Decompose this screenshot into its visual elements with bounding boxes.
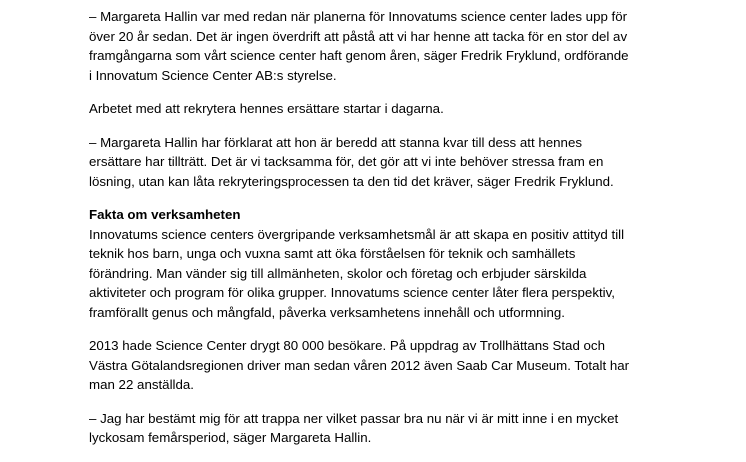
text-line: teknik hos barn, unga och vuxna samt att öka förståelsen för teknik och samhällets xyxy=(89,246,576,261)
fakta-section xyxy=(89,205,729,322)
text-line: framförallt genus och mångfald, påverka verksamhetens innehåll och utformning. xyxy=(89,304,565,320)
text-line: förändring. Man vänder sig till allmänheten, skolor och företag och erbjuder särskilda xyxy=(89,265,587,281)
paragraph-hallin-quote xyxy=(89,7,729,85)
paragraph-visitors xyxy=(89,336,729,395)
text-line: – Margareta Hallin har förklarat att hon är beredd att stanna kvar till dess att hennes xyxy=(89,134,582,150)
text-line: Västra Götalandsregionen driver man sedan våren 2012 även Saab Car Museum. Totalt har xyxy=(89,357,630,373)
paragraph-recruitment xyxy=(89,99,729,119)
text-line: 2013 hade Science Center drygt 80 000 besökare. På uppdrag av Trollhättans Stad och xyxy=(89,338,605,353)
paragraph-fryklund-quote xyxy=(89,133,729,192)
text-line: Innovatums science centers övergripande verksamhetsmål är att skapa en positiv attityd till xyxy=(89,226,625,242)
fakta-heading: Fakta om verksamheten xyxy=(89,207,241,222)
text-line: framgångarna som vårt science center haft genom åren, säger Fredrik Fryklund, ordförande xyxy=(89,48,629,63)
text-line: i Innovatum Science Center AB:s styrelse. xyxy=(89,67,337,83)
text-line: man 22 anställda. xyxy=(89,377,194,392)
text-line: aktiviteter och program för olika grupper. Innovatums science center låter flera perspektiv, xyxy=(89,285,615,300)
text-line: lyckosam femårsperiod, säger Margareta Hallin. xyxy=(89,430,372,445)
text-line: – Jag har bestämt mig för att trappa ner vilket passar bra nu när vi är mitt inne i en mycket xyxy=(89,410,619,426)
text-line: Arbetet med att rekrytera hennes ersättare startar i dagarna. xyxy=(89,101,444,116)
fakta-body xyxy=(89,225,729,323)
text-line: – Margareta Hallin var med redan när planerna för Innovatums science center lades upp för xyxy=(89,9,628,24)
paragraph-hallin-closing xyxy=(89,409,729,448)
text-line: över 20 år sedan. Det är ingen överdrift att påstå att vi har henne att tacka för en stor del av xyxy=(89,28,628,44)
text-line: lösning, utan kan låta rekryteringsprocessen ta den tid det kräver, säger Fredrik Fryklund. xyxy=(89,173,614,189)
document-page xyxy=(89,7,729,462)
text-line: ersättare har tillträtt. Det är vi tacksamma för, det gör att vi inte behöver stressa fram en xyxy=(89,154,604,169)
